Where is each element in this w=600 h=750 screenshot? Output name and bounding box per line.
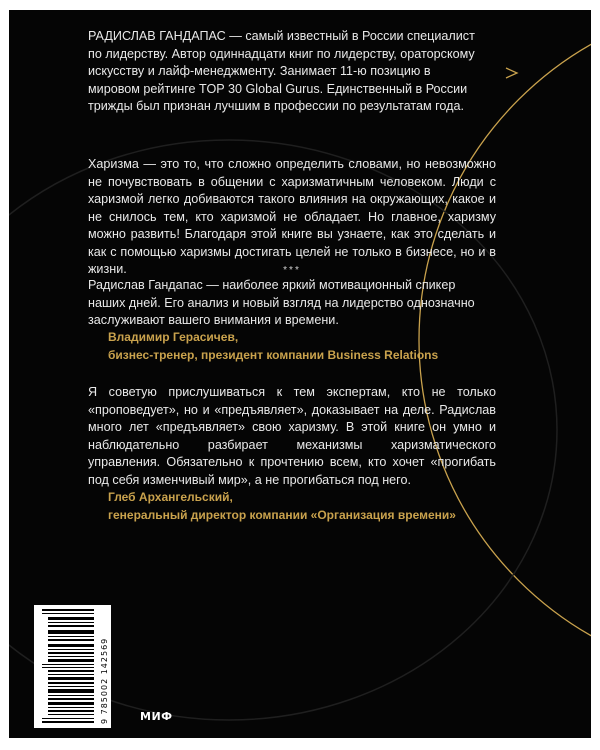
book-description: Харизма — это то, что сложно определить словами, но невозможно не почувствовать в общении с харизматичным человеком. Люди с харизмой легко добиваются такого влияния на окружающих, какое и не снилось тем, кто харизмой не обладает. Но главное, харизму можно развить! Благодаря этой книге вы узнаете, как это сделать и как с помощью харизмы достигать целей не только в бизнесе, но и в жизни. [88,157,496,276]
author-intro: РАДИСЛАВ ГАНДАПАС — самый известный в России специалист по лидерству. Автор одиннадцати книг по лидерству, ораторскому искусству и лайф-менеджменту. Занимает 11-ю позицию в мировом рейтинге TOP 30 Global Gurus. Единственный в России трижды был признан лучшим в профессии по результатам года. [88,29,475,113]
review-quote-2: Я советую прислушиваться к тем экспертам, кто не только «проповедует», но и «предъявляет», доказывает на деле. Радислав много лет «предъявляет» свою харизму. В этой книге он умно и наблюдательно разбирает механизмы харизматического управления. Обязательно к прочтению всем, кто хочет «прогибать под себя изменчивый мир», а не прогибаться под него. [88,385,496,487]
review-author-2-name: Глеб Архангельский, [108,490,233,504]
publisher-logo: МИФ [140,710,173,723]
arrow-icon [506,68,517,78]
section-separator: *** [283,265,301,276]
isbn-digits: 9 785002 142569 [100,637,109,724]
review-quote-1: Радислав Гандапас — наиболее яркий мотивационный спикер наших дней. Его анализ и новый взгляд на лидерство однозначно заслуживают вашего внимания и времени. [88,278,475,327]
barcode [34,605,111,728]
barcode-bars [40,609,96,724]
review-author-2-role: генеральный директор компании «Организация времени» [108,507,456,522]
review-author-1-name: Владимир Герасичев, [108,330,239,344]
review-author-2 [108,489,456,524]
review-author-1 [108,329,438,364]
review-author-1-role: бизнес-тренер, президент компании Business Relations [108,347,439,362]
book-back-cover [9,10,591,738]
